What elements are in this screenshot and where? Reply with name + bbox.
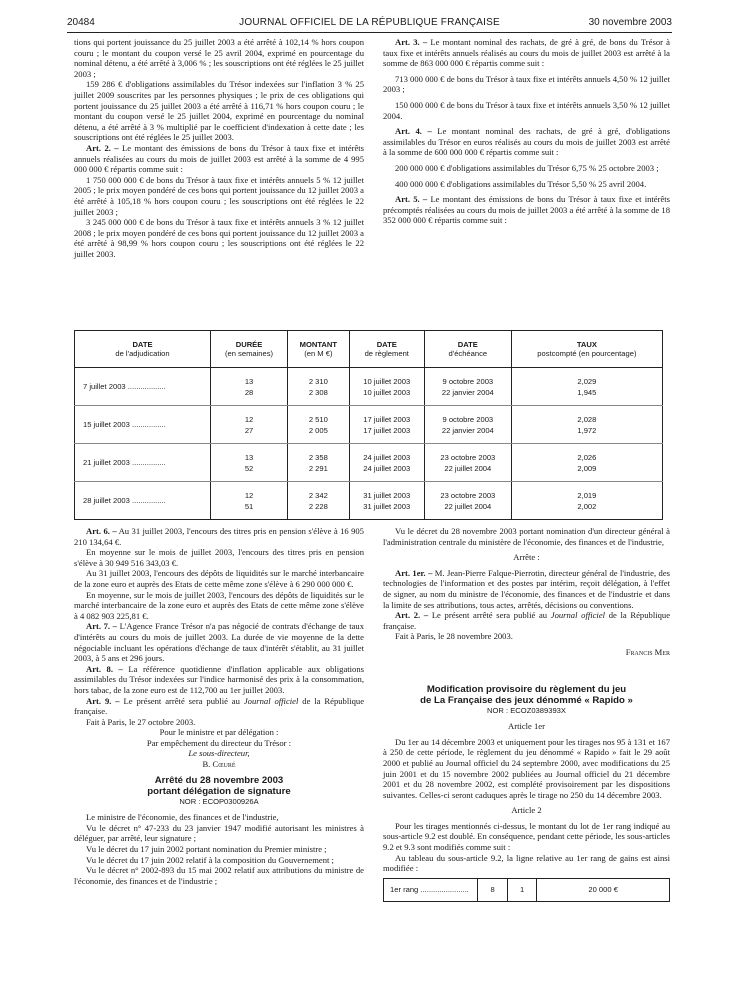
column-header: DATE de l'adjudication [75, 331, 211, 368]
article-2: Art. 2. – Le montant des émissions de bons du Trésor à taux fixe et intérêts annuels réalisées au cours du mois de juillet 2003 est arrêté à la somme de 4 995 000 000 € répartis comme suit : [74, 142, 364, 175]
table-cell: 12 27 [211, 406, 288, 444]
paragraph: 400 000 000 € d'obligations assimilables du Trésor 5,50 % 25 avril 2004. [395, 178, 647, 189]
table-row [75, 482, 663, 520]
paragraph: tions qui portent jouissance du 25 juillet 2003 a été arrêté à 102,14 % hors coupon couru ; le montant du coupon versé le 25 avril 2004, exprimé en pourcentage du nominal détenu, a été arrêté à 3,006 % ; les souscriptions ont été réglées le 25 juillet 2003 ; [74, 37, 364, 79]
paragraph: Au tableau du sous-article 9.2, la ligne relative au 1er rang de gains est ainsi modifiée : [383, 852, 670, 874]
table-cell: 28 juillet 2003 ................ [83, 496, 166, 505]
table-cell: 8 [478, 878, 507, 901]
table-cell: 10 juillet 2003 10 juillet 2003 [349, 368, 424, 406]
bottom-right-column [383, 526, 670, 902]
table-cell: 2 310 2 308 [288, 368, 350, 406]
table-cell: 12 51 [211, 482, 288, 520]
arrete-title: Arrêté du 28 novembre 2003 [154, 774, 284, 786]
table-cell: 21 juillet 2003 ................ [75, 444, 211, 482]
signatory: B. Cœuré [202, 759, 236, 770]
article-5: Art. 5. – Le montant des émissions de bons du Trésor à taux fixe et intérêts précomptés réalisées au cours du mois de juillet 2003 a été arrêté à la somme de 18 352 000 000 € répartis comme suit : [383, 194, 670, 226]
arrete-line: Arrête : [513, 552, 540, 563]
paragraph: En moyenne, sur le mois de juillet 2003, l'encours des dépôts de liquidités sur le marché interbancaire de la zone euro et auprès des Etats de cette même zone s'élève à 4 082 903 225,81 €. [74, 589, 364, 621]
table-row [75, 444, 663, 482]
table-row [75, 368, 663, 406]
table-cell: 17 juillet 2003 17 juillet 2003 [349, 406, 424, 444]
paragraph: Vu le décret n° 2002-893 du 15 mai 2002 relatif aux attributions du ministre de l'économie, des finances et de l'industrie ; [74, 865, 364, 886]
table-row [384, 878, 670, 901]
paragraph: 3 245 000 000 € de bons du Trésor à taux fixe et intérêts annuels 3 % 12 juillet 2008 ; le prix moyen pondéré de ces bons qui portent jouissance du 12 juillet 2003 a été arrêté à 98,99 % hors coupon couru ; les souscriptions ont été réglées le 22 juillet 2003. [74, 217, 364, 259]
signature-line: Le sous-directeur, [188, 748, 250, 759]
arrete-subtitle: portant délégation de signature [147, 785, 291, 797]
table-cell: 13 28 [211, 368, 288, 406]
table-cell: 7 juillet 2003 .................. [75, 368, 211, 406]
article-heading: Article 1er [508, 721, 545, 732]
article-4: Art. 4. – Le montant nominal des rachats, de gré à gré, d'obligations assimilables du Trésor en euros réalisés au cours du mois de juillet 2003 est arrêté à la somme de 600 000 000 € répartis comme suit : [383, 126, 670, 158]
modification-title: Modification provisoire du règlement du jeu [426, 683, 627, 695]
page-number: 20484 [67, 17, 95, 28]
table-cell: 13 52 [211, 444, 288, 482]
column-header: TAUX postcompté (en pourcentage) [511, 331, 662, 368]
table-cell: 9 octobre 2003 22 janvier 2004 [424, 406, 511, 444]
column-header: DURÉE (en semaines) [211, 331, 288, 368]
top-right-column [383, 37, 670, 226]
page-header [67, 17, 672, 31]
table-header-row [75, 331, 663, 368]
done-line: Fait à Paris, le 27 octobre 2003. [86, 716, 196, 727]
issuance-table [74, 330, 663, 520]
paragraph: 1 750 000 000 € de bons du Trésor à taux fixe et intérêts annuels 5 % 12 juillet 2005 ; le prix moyen pondéré de ces bons qui portent jouissance du 12 juillet 2003 a été arrêté à 105,18 % hors coupon couru ; les souscriptions ont été réglées le 22 juillet 2003 ; [74, 174, 364, 217]
modification-subtitle: de La Française des jeux dénommé « Rapido » [420, 694, 633, 706]
paragraph: Du 1er au 14 décembre 2003 et uniquement pour les tirages nos 95 à 131 et 167 à 250 de cette période, le règlement du jeu dénommé « Rapido » fait le 29 août 2000 et publié au Journal officiel du 24 septembre 2000, avec modifications du 25 juin 2001 et du 15 novembre 2002 publiées au Journal officiel du 21 décembre 2001 et du 28 novembre 2002, est complété provisoirement par les dispositions suivantes. Celles-ci seront caduques après le tirage no 250 du 14 décembre 2003. [383, 736, 670, 800]
issue-date: 30 novembre 2003 [588, 17, 672, 28]
table-cell: 15 juillet 2003 ................ [75, 406, 211, 444]
article-8: Art. 8. – La référence quotidienne d'inflation applicable aux obligations assimilables du Trésor indexées sur l'indice harmonisé des prix à la consommation, hors tabac, de la zone euro est de 112,700 au 1er juillet 2003. [74, 663, 364, 695]
paragraph: Le ministre de l'économie, des finances et de l'industrie, [86, 812, 279, 823]
nor-reference: NOR : ECOZ0389393X [487, 705, 566, 715]
nor-reference: NOR : ECOP0300926A [179, 796, 259, 806]
article-1: Art. 1er. – M. Jean-Pierre Falque-Pierrotin, directeur général de l'industrie, des technologies de l'information et des postes par intérim, reçoit délégation, à l'effet de signer, au nom du ministre de l'économie, des finances et de l'industrie et dans la limite de ses attributions, tous actes, arrêtés, décisions ou conventions. [383, 567, 670, 610]
table-cell: 23 octobre 2003 22 juillet 2004 [424, 444, 511, 482]
table-cell: 1 [507, 878, 536, 901]
paragraph: Au 31 juillet 2003, l'encours des dépôts de liquidités sur le marché interbancaire de la zone euro et auprès des Etats de cette même zone s'élève à 6 290 000 000 €. [74, 568, 364, 589]
signatory: Francis Mer [625, 646, 670, 657]
paragraph: Pour les tirages mentionnés ci-dessus, le montant du lot de 1er rang indiqué au sous-article 9.2 est doublé. En conséquence, pendant cette période, les sous-articles 9.2 et 9.3 sont modifiés comme suit : [383, 820, 670, 853]
paragraph: 159 286 € d'obligations assimilables du Trésor indexées sur l'inflation 3 % 25 juillet 2009 souscrites par les personnes physiques ; le prix de ces obligations qui portent jouissance du 25 juillet 2003 a été arrêté à 116,71 % hors coupon couru ; le montant du coupon versé le 25 juillet 2004, exprimé en pourcentage du nominal détenu, a été arrêté à 3 % multiplié par le coefficient d'indexation à cette date ; les souscriptions ont été réglées le 25 juillet 2003. [74, 79, 364, 143]
column-header: MONTANT (en M €) [288, 331, 350, 368]
article-9: Art. 9. – Le présent arrêté sera publié au Journal officiel de la République française. [74, 695, 365, 717]
table-cell: 2,029 1,945 [511, 368, 662, 406]
paragraph: 150 000 000 € de bons du Trésor à taux fixe et intérêts annuels 3,50 % 12 juillet 2004. [383, 99, 670, 121]
article-3: Art. 3. – Le montant nominal des rachats, de gré à gré, de bons du Trésor à taux fixe et intérêts annuels réalisés au cours du mois de juillet 2003 est arrêté à la somme de 863 000 000 € répartis comme suit : [383, 37, 670, 69]
column-header: DATE de règlement [349, 331, 424, 368]
paragraph: 713 000 000 € de bons du Trésor à taux fixe et intérêts annuels 4,50 % 12 juillet 2003 ; [383, 73, 670, 95]
paragraph: En moyenne sur le mois de juillet 2003, l'encours des titres pris en pension s'élève à 30 949 516 343,03 €. [74, 547, 364, 568]
bottom-left-column [74, 526, 364, 886]
table-cell: 2,028 1,972 [511, 406, 662, 444]
done-line: Fait à Paris, le 28 novembre 2003. [395, 631, 513, 642]
signature-line: Par empêchement du directeur du Trésor : [146, 737, 292, 748]
column-header: DATE d'échéance [424, 331, 511, 368]
table-cell: 2,019 2,002 [511, 482, 662, 520]
paragraph: Vu le décret du 17 juin 2002 relatif à la composition du Gouvernement ; [86, 854, 334, 865]
paragraph: Vu le décret du 28 novembre 2003 portant nomination d'un directeur général à l'administration centrale du ministère de l'économie, des finances et de l'industrie, [383, 526, 670, 547]
table-cell: 2 510 2 005 [288, 406, 350, 444]
paragraph: Vu le décret du 17 juin 2002 portant nomination du Premier ministre ; [86, 844, 327, 855]
top-left-column [74, 37, 364, 259]
article-2b: Art. 2. – Le présent arrêté sera publié au Journal officiel de la République française. [383, 610, 671, 631]
table-cell: 9 octobre 2003 22 janvier 2004 [424, 368, 511, 406]
article-6: Art. 6. – Au 31 juillet 2003, l'encours des titres pris en pension s'élève à 16 905 210 134,64 €. [74, 526, 364, 547]
paragraph: 200 000 000 € d'obligations assimilables du Trésor 6,75 % 25 octobre 2003 ; [395, 162, 659, 173]
table-cell: 2 358 2 291 [288, 444, 350, 482]
table-cell: 23 octobre 2003 22 juillet 2004 [424, 482, 511, 520]
table-cell: 2,026 2,009 [511, 444, 662, 482]
table-cell: 1er rang ....................... [390, 884, 469, 894]
journal-title: JOURNAL OFFICIEL DE LA RÉPUBLIQUE FRANÇAISE [239, 17, 500, 28]
paragraph: Vu le décret n° 47-233 du 23 janvier 1947 modifié autorisant les ministres à déléguer, par arrêté, leur signature ; [74, 822, 364, 844]
table-row [75, 406, 663, 444]
article-heading: Article 2 [511, 805, 542, 816]
table-cell: 31 juillet 2003 31 juillet 2003 [349, 482, 424, 520]
table-cell: 20 000 € [537, 878, 670, 901]
signature-line: Pour le ministre et par délégation : [159, 727, 279, 738]
table-cell: 24 juillet 2003 24 juillet 2003 [349, 444, 424, 482]
table-cell: 2 342 2 228 [288, 482, 350, 520]
gains-table [383, 878, 670, 902]
header-rule [67, 32, 672, 33]
article-7: Art. 7. – L'Agence France Trésor n'a pas négocié de contrats d'échange de taux d'intérêts au cours du mois de juillet 2003. La durée de vie moyenne de la dette négociable incluant les opérations d'échange de taux d'intérêt s'établit, au 31 juillet 2003, à 5 ans et 296 jours. [74, 621, 364, 664]
